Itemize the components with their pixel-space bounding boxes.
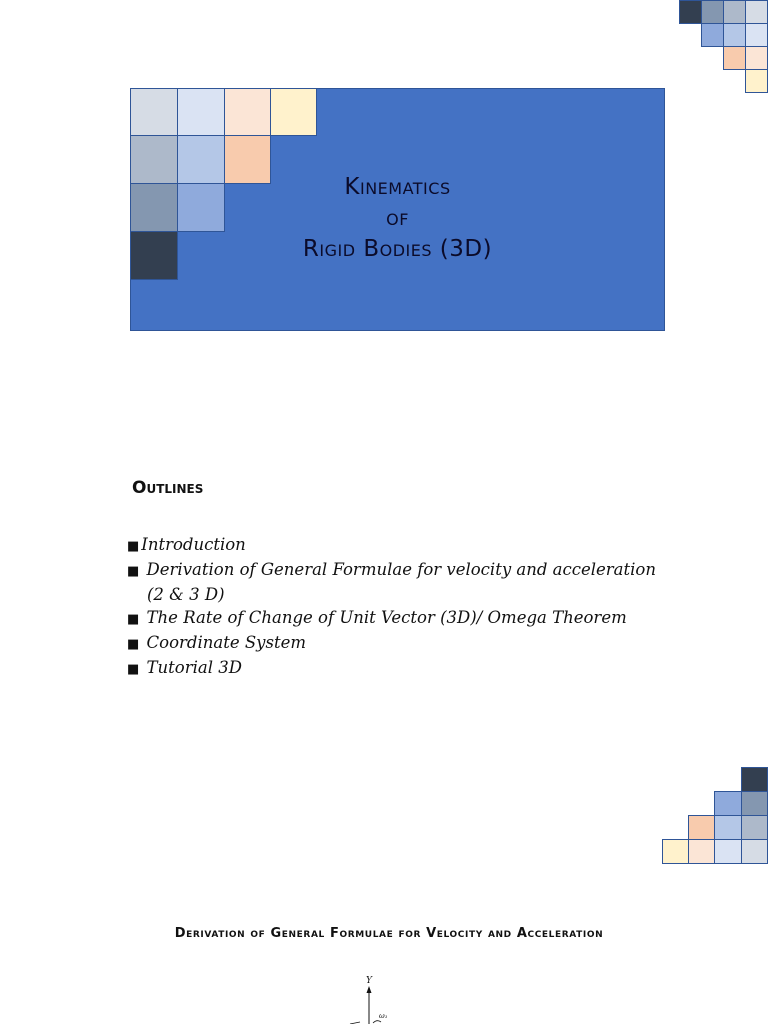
deco-square (701, 0, 724, 24)
bullet-icon: ■ (127, 539, 140, 554)
deco-square (745, 0, 768, 24)
deco-square (723, 0, 746, 24)
list-item-text: Tutorial 3D (146, 658, 242, 677)
slide-title (130, 172, 665, 265)
bullet-icon: ■ (127, 662, 140, 677)
deco-square (741, 839, 768, 864)
deco-square (714, 839, 742, 864)
deco-square (745, 46, 768, 70)
deco-square (688, 839, 715, 864)
deco-square (745, 69, 768, 93)
deco-square (714, 791, 742, 816)
deco-square (741, 815, 768, 840)
deco-square (662, 839, 689, 864)
list-item-text: Introduction (141, 535, 246, 554)
list-item (127, 606, 727, 631)
deco-square (741, 791, 768, 816)
rotation-arrow (373, 1021, 381, 1023)
omega-label: ω₁ (379, 1012, 388, 1020)
deco-square (745, 23, 768, 47)
list-item-continuation: (2 & 3 D) (147, 585, 225, 604)
deco-square (723, 23, 746, 47)
title-line-2: of (386, 205, 409, 231)
deco-square (177, 88, 225, 136)
bullet-icon: ■ (127, 564, 140, 579)
list-item (127, 533, 727, 558)
coordinate-diagram (340, 970, 420, 1024)
deco-square (714, 815, 742, 840)
deco-square (224, 88, 271, 136)
list-item (127, 631, 727, 656)
y-axis-arrowhead (367, 986, 372, 993)
bullet-icon: ■ (127, 612, 140, 627)
outlines-heading: Outlines (132, 478, 204, 498)
deco-square (130, 88, 178, 136)
deco-square (741, 767, 768, 792)
bullet-icon: ■ (127, 637, 140, 652)
list-item-text: The Rate of Change of Unit Vector (3D)/ Omega Theorem (146, 608, 627, 627)
section-heading: Derivation of General Formulae for Velocity and Acceleration (174, 926, 604, 941)
list-item-text: Coordinate System (146, 633, 307, 652)
title-line-3: Rigid Bodies (3D) (302, 236, 493, 262)
outline-list (127, 533, 727, 681)
deco-square (701, 23, 724, 47)
title-line-1: Kinematics (344, 174, 451, 200)
list-item (127, 656, 727, 681)
list-item-text: Derivation of General Formulae for velocity and acceleration (146, 560, 656, 579)
y-axis-label: Y (366, 976, 372, 986)
deco-square (270, 88, 317, 136)
deco-square (679, 0, 702, 24)
list-item (127, 558, 727, 583)
deco-square (688, 815, 715, 840)
deco-square (723, 46, 746, 70)
